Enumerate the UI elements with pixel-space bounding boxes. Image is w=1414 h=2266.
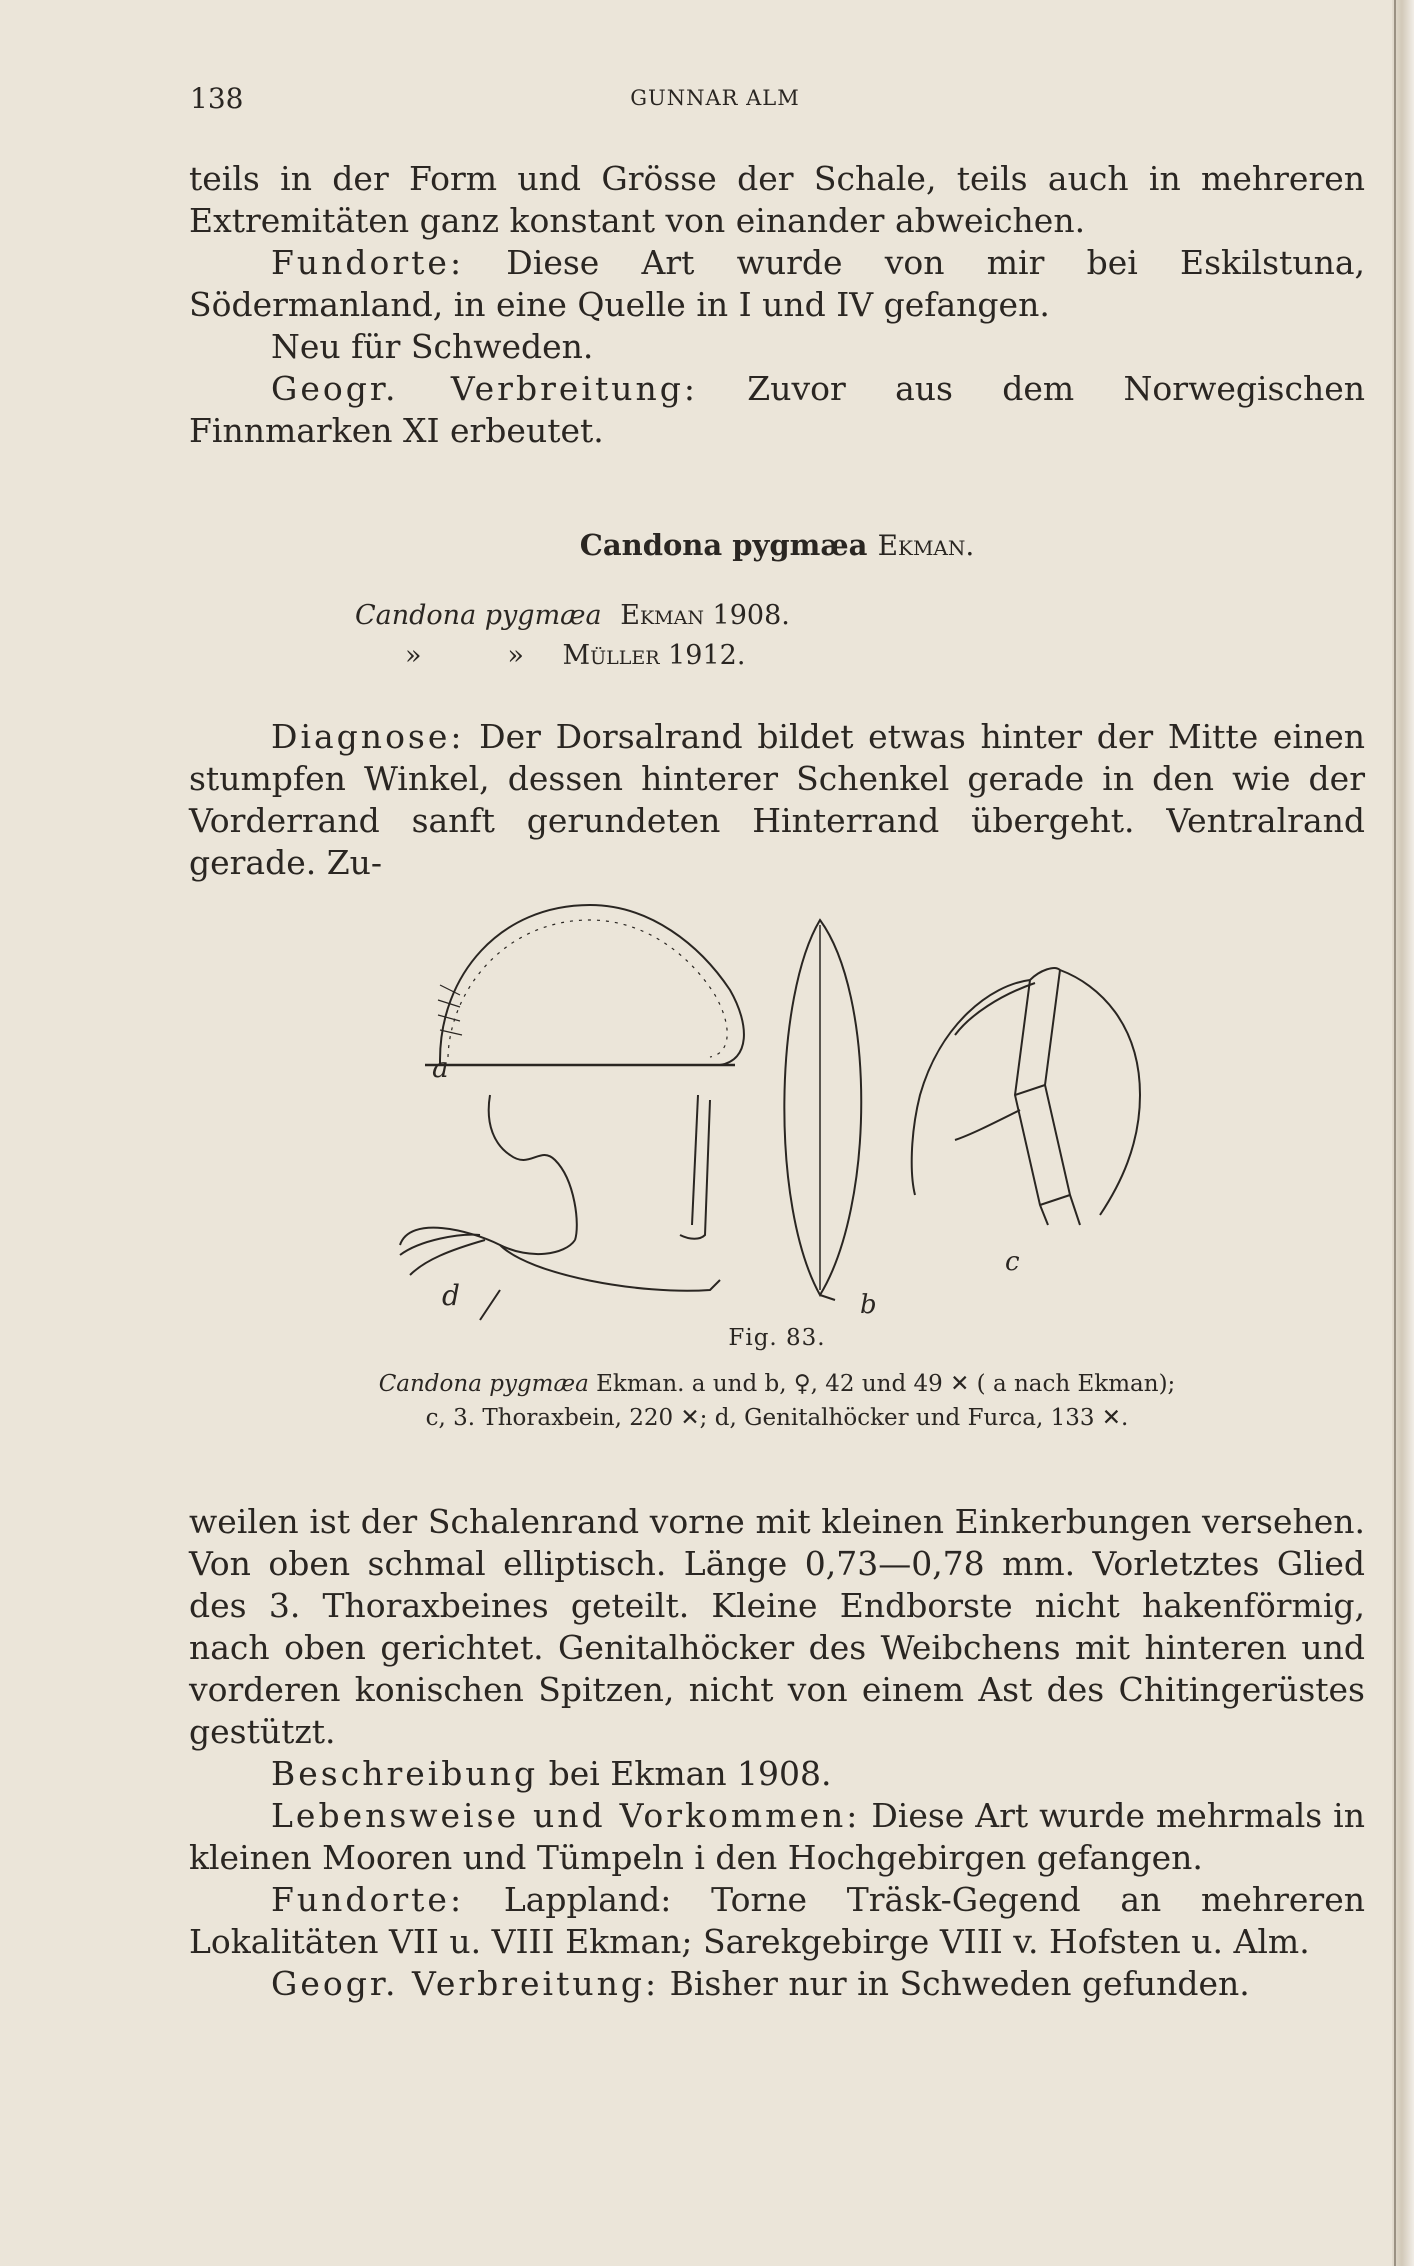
diagnosis-text — [189, 716, 1365, 884]
paragraph-beschreibung — [189, 1753, 1365, 1795]
figure-label-d: d — [442, 1279, 460, 1312]
paragraph-neu: Neu für Schweden. — [271, 327, 594, 366]
page-header — [190, 82, 1366, 122]
figure-caption-line-2: c, 3. Thoraxbein, 220 ✕; d, Genitalhöcker und Furca, 133 ✕. — [425, 1405, 1129, 1431]
label-verbreitung: Geogr. Verbreitung: — [271, 369, 698, 408]
figure-b-dorsal — [784, 920, 861, 1300]
figure-label-a: a — [432, 1051, 449, 1084]
label-beschreibung: Beschreibung — [271, 1754, 539, 1793]
figure-label-b: b — [860, 1290, 877, 1320]
text-verbreitung-2: Bisher nur in Schweden gefunden. — [659, 1964, 1250, 2003]
label-fundorte: Fundorte: — [271, 243, 465, 282]
figure-83-drawing — [380, 895, 1160, 1325]
paragraph-intro: teils in der Form und Grösse der Schale, teils auch in mehreren Extremitäten ganz konstant von einander abweichen. — [189, 159, 1365, 240]
species-name: Candona pygmæa — [579, 528, 868, 562]
synonym-1-ref: Ekman 1908. — [620, 600, 790, 631]
figure-caption-species: Candona pygmæa — [378, 1371, 589, 1397]
text-verbreitung: Zuvor aus dem Norwegischen Finnmarken XI erbeutet. — [189, 369, 1365, 450]
figure-label-c: c — [1005, 1247, 1020, 1277]
synonym-2-name: » » — [405, 640, 524, 671]
figure-caption-line-1-rest: Ekman. a und b, ♀, 42 und 49 ✕ ( a nach Ekman); — [588, 1371, 1176, 1397]
text-lebensweise: Diese Art wurde mehrmals in kleinen Mooren und Tümpeln i den Hochgebirgen gefangen. — [189, 1796, 1365, 1877]
paragraph-fundorte — [189, 242, 1365, 326]
figure-caption-line-1 — [189, 1367, 1365, 1401]
synonym-2 — [405, 640, 745, 671]
paragraph-verbreitung-2 — [189, 1963, 1365, 2005]
synonym-2-ref: Müller 1912. — [562, 640, 746, 671]
running-head: GUNNAR ALM — [630, 86, 800, 110]
label-lebensweise: Lebensweise und Vorkommen: — [271, 1796, 861, 1835]
label-verbreitung-2: Geogr. Verbreitung: — [271, 1964, 660, 2003]
paragraph-verbreitung — [189, 368, 1365, 452]
paragraph-fundorte-2 — [189, 1879, 1365, 1963]
paragraph-continuation: weilen ist der Schalenrand vorne mit kleinen Einkerbungen versehen. Von oben schmal elliptisch. Länge 0,73—0,78 mm. Vorletztes Glied des 3. Thoraxbeines geteilt. Kleine Endborste nicht hakenförmig, nach oben gerichtet. Genitalhöcker des Weibchens mit hinteren und vorderen konischen Spitzen, nicht von einem Ast des Chitingerüstes gestützt. — [189, 1502, 1365, 1751]
figure-number: Fig. 83. — [728, 1325, 826, 1351]
label-fundorte-2: Fundorte: — [271, 1880, 465, 1919]
text-fundorte-2: Lappland: Torne Träsk-Gegend an mehreren Lokalitäten VII u. VIII Ekman; Sarekgebirge VIII v. Hofsten u. Alm. — [189, 1880, 1365, 1961]
text-diagnose: Der Dorsalrand bildet etwas hinter der Mitte einen stumpfen Winkel, dessen hinterer Schenkel gerade in den wie der Vorderrand sanft gerundeten Hinterrand übergeht. Ventralrand gerade. Zu- — [189, 717, 1365, 882]
synonym-1-name: Candona pygmæa — [355, 600, 602, 631]
text-fundorte: Diese Art wurde von mir bei Eskilstuna, Södermanland, in eine Quelle in I und IV gefangen. — [189, 243, 1365, 324]
top-text — [189, 158, 1365, 452]
species-author: Ekman. — [877, 529, 975, 562]
synonym-1 — [355, 600, 790, 631]
page-number: 138 — [190, 82, 244, 115]
text-beschreibung: bei Ekman 1908. — [538, 1754, 832, 1793]
paragraph-lebensweise — [189, 1795, 1365, 1879]
species-heading — [189, 528, 1365, 562]
label-diagnose: Diagnose: — [271, 717, 465, 756]
figure-c-leg — [912, 968, 1140, 1225]
bottom-text — [189, 1501, 1365, 2005]
page-edge-line — [1394, 0, 1396, 2266]
figure-a-shell — [425, 905, 744, 1065]
paragraph-diagnose — [189, 716, 1365, 884]
